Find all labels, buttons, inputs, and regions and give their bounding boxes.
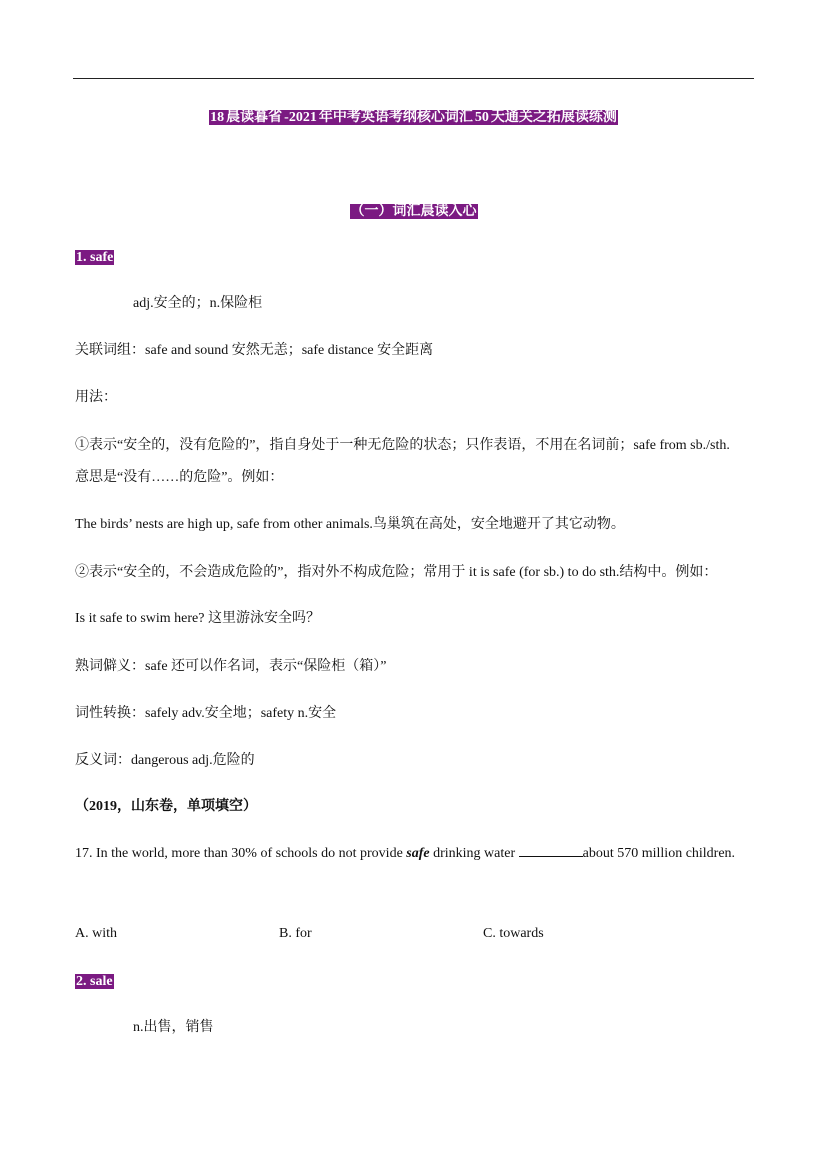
example-2: Is it safe to swim here? 这里游泳安全吗？ — [75, 611, 320, 626]
usage-1-line-1: ①表示“安全的，没有危险的”，指自身处于一种无危险的状态；只作表语，不用在名词前；safe from sb./sth. — [75, 438, 730, 453]
example-1: The birds’ nests are high up, safe from other animals.鸟巢筑在高处，安全地避开了其它动物。 — [75, 517, 625, 532]
option-a: A. with — [75, 926, 117, 941]
question-keyword: safe — [406, 846, 430, 861]
document-title — [0, 106, 827, 126]
title-part: -2021 — [284, 110, 317, 125]
answer-blank[interactable] — [519, 844, 583, 857]
usage-1-line-2: 意思是“没有……的危险”。例如： — [75, 470, 284, 485]
usage-2: ②表示“安全的，不会造成危险的”，指对外不构成危险；常用于 it is safe (for sb.) to do sth.结构中。例如： — [75, 565, 718, 580]
exam-source: （2019，山东卷，单项填空） — [75, 799, 257, 814]
title-part: 晨读暮省 — [226, 110, 283, 125]
exam-question — [75, 838, 752, 870]
option-b: B. for — [279, 926, 312, 941]
question-text: drinking water — [429, 846, 519, 861]
section-title: （一）词汇晨读入心 — [350, 204, 477, 219]
part-of-speech-conversion: 词性转换：safely adv.安全地；safety n.安全 — [75, 706, 337, 721]
question-text: about 570 million children. — [582, 846, 736, 861]
header-rule — [73, 78, 754, 79]
antonym: 反义词：dangerous adj.危险的 — [75, 753, 255, 768]
title-part: 50 — [474, 110, 489, 125]
title-part: 天通关之拓展读练测 — [490, 110, 617, 125]
related-phrases: 关联词组：safe and sound 安然无恙；safe distance 安全距离 — [75, 343, 434, 358]
title-part: 年中考英语考纲核心词汇 — [318, 110, 473, 125]
entry-pos: adj.安全的；n.保险柜 — [133, 296, 263, 311]
option-c: C. towards — [483, 926, 544, 941]
usage-label: 用法： — [75, 390, 117, 405]
title-part: 18 — [210, 110, 225, 125]
familiar-word-meaning: 熟词僻义：safe 还可以作名词，表示“保险柜（箱）” — [75, 659, 387, 674]
section-title-wrap — [0, 200, 827, 220]
entry-heading: 1. safe — [76, 250, 114, 265]
entry-heading: 2. sale — [76, 974, 113, 989]
entry-pos: n.出售，销售 — [133, 1020, 214, 1035]
question-text: 17. In the world, more than 30% of schools do not provide — [75, 846, 407, 861]
